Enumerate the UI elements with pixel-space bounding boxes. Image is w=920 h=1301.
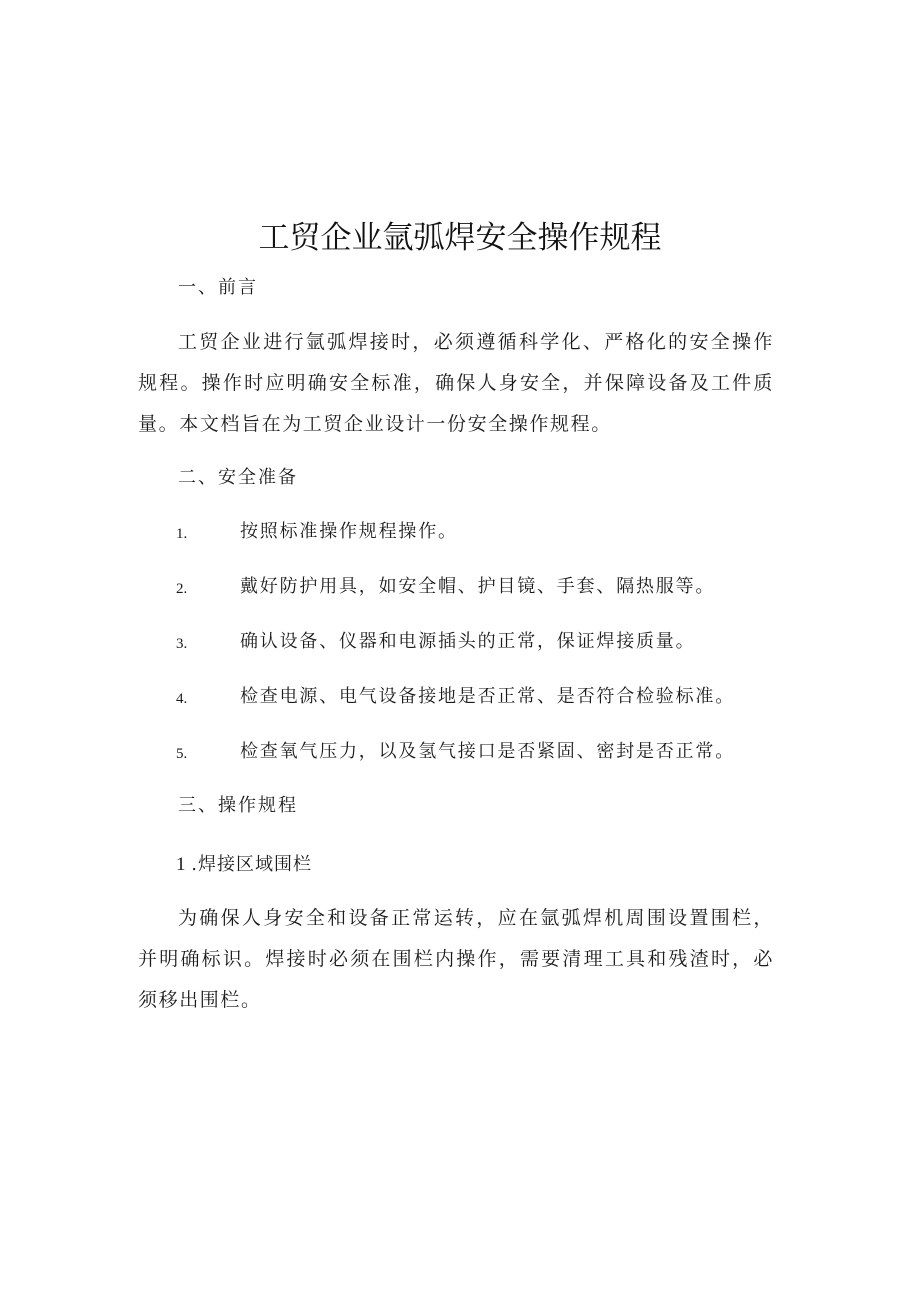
list-item-text: 戴好防护用具，如安全帽、护目镜、手套、隔热服等。 (240, 576, 716, 597)
subsection-title: .焊接区域围栏 (191, 854, 312, 875)
list-item-text: 按照标准操作规程操作。 (240, 521, 458, 542)
list-item-text: 检查氧气压力，以及氢气接口是否紧固、密封是否正常。 (240, 741, 735, 762)
list-item-text: 检查电源、电气设备接地是否正常、是否符合检验标准。 (240, 686, 735, 707)
list-item-number: 1. (176, 526, 188, 542)
list-item-text: 确认设备、仪器和电源插头的正常，保证焊接质量。 (240, 631, 696, 652)
list-item-number: 4. (176, 691, 188, 707)
preface-paragraph: 工贸企业进行氩弧焊接时，必须遵循科学化、严格化的安全操作规程。操作时应明确安全标准，确保人身安全，并保障设备及工件质量。本文档旨在为工贸企业设计一份安全操作规程。 (138, 331, 774, 435)
section-heading-preface: 一、前言 (178, 277, 258, 298)
document-title: 工贸企业氩弧焊安全操作规程 (258, 220, 662, 256)
list-item-number: 2. (176, 581, 188, 597)
list-item-number: 5. (176, 746, 188, 762)
subsection-heading (176, 853, 312, 877)
section-heading-procedure: 三、操作规程 (178, 795, 298, 816)
section-heading-preparation: 二、安全准备 (178, 467, 298, 488)
list-item-number: 3. (176, 636, 188, 652)
subsection-number: 1 (176, 854, 186, 875)
procedure-paragraph: 为确保人身安全和设备正常运转，应在氩弧焊机周围设置围栏，并明确标识。焊接时必须在围栏内操作，需要清理工具和残渣时，必须移出围栏。 (138, 907, 774, 1011)
